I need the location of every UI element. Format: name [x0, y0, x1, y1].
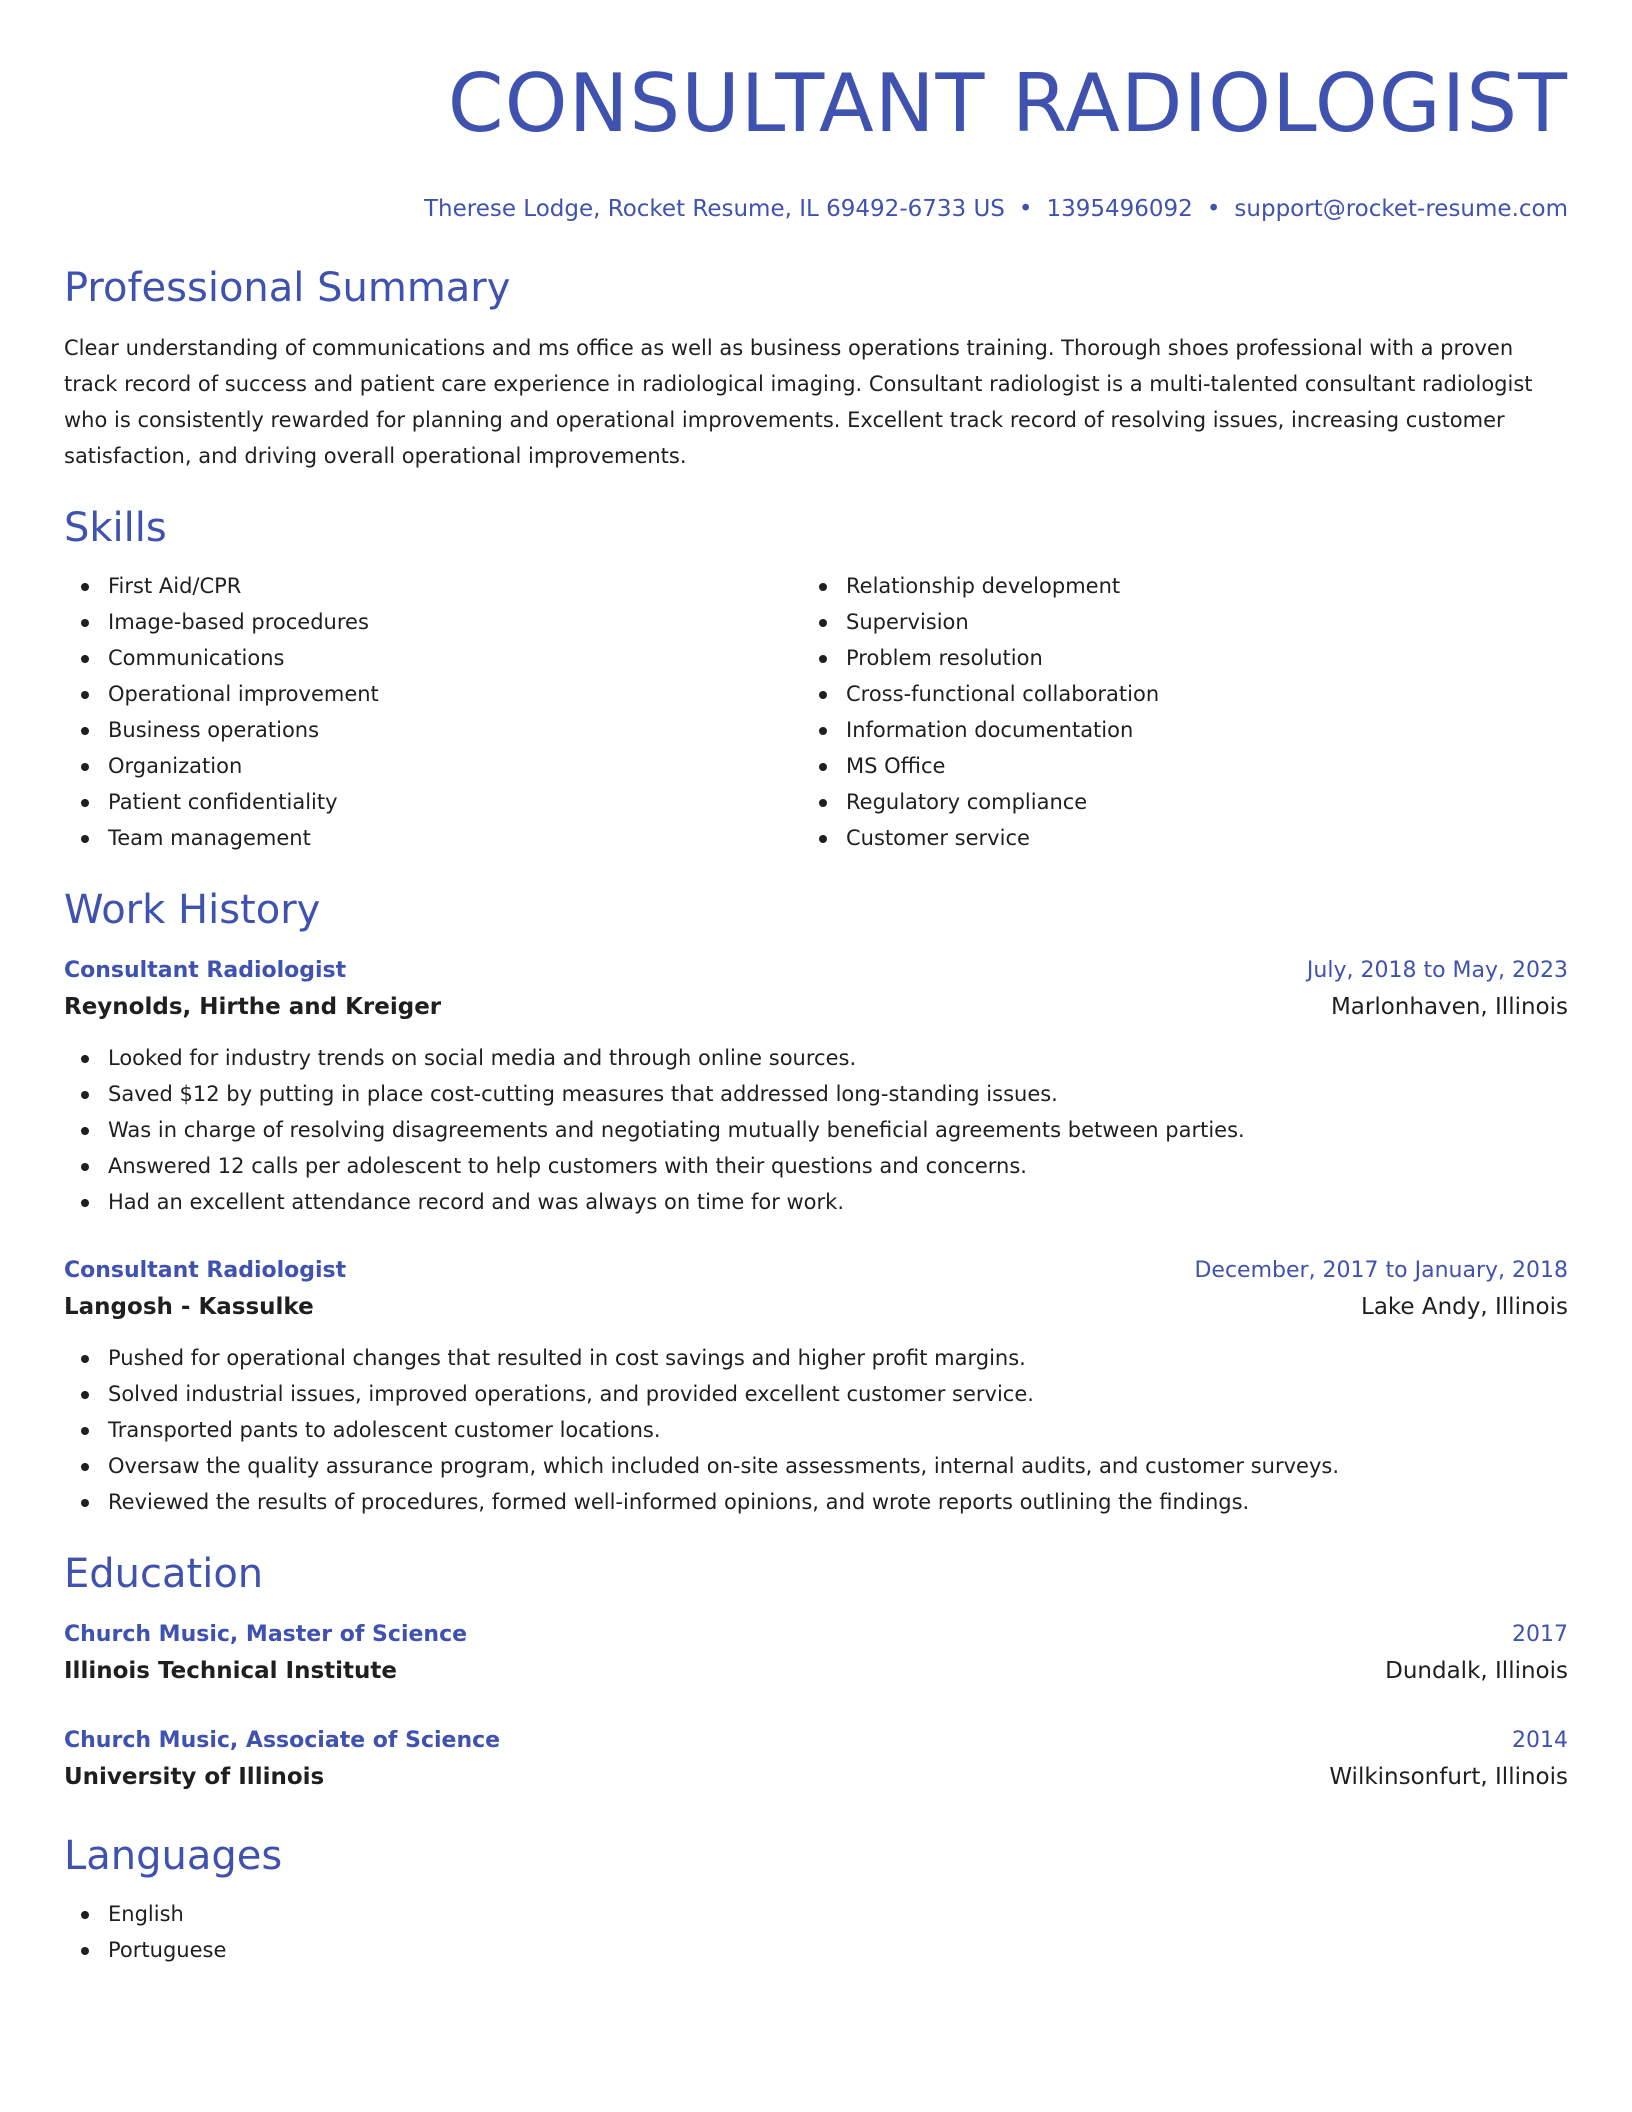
skills-section [64, 504, 1568, 856]
job-duty: Saved $12 by putting in place cost-cutting measures that addressed long-standing issues. [64, 1076, 1568, 1112]
job-company: Langosh - Kassulke [64, 1294, 314, 1320]
job-position: Consultant Radiologist [64, 958, 347, 983]
languages-list [64, 1896, 1568, 1968]
education-year: 2017 [1512, 1622, 1568, 1647]
job-duties-list [64, 1340, 1568, 1520]
language-item: English [64, 1896, 1568, 1932]
skill-item: First Aid/CPR [64, 568, 802, 604]
work-history-title: Work History [64, 887, 321, 933]
job-location: Lake Andy, Illinois [1361, 1294, 1568, 1320]
job-duty: Answered 12 calls per adolescent to help customers with their questions and concerns. [64, 1148, 1568, 1184]
education-location: Dundalk, Illinois [1385, 1658, 1568, 1684]
job-company-row [64, 1288, 1568, 1326]
skills-column-right [802, 568, 1540, 856]
resume-name: CONSULTANT RADIOLOGIST [447, 57, 1568, 150]
contact-separator: • [1018, 196, 1033, 222]
skills-title: Skills [64, 505, 167, 551]
education-entry [64, 1618, 1568, 1690]
skill-item: Operational improvement [64, 676, 802, 712]
skill-item: Cross-functional collaboration [802, 676, 1540, 712]
skill-item: Business operations [64, 712, 802, 748]
job-header-row [64, 1254, 1568, 1288]
job-header-row [64, 954, 1568, 988]
education-degree: Church Music, Master of Science [64, 1622, 468, 1647]
education-school: University of Illinois [64, 1764, 325, 1790]
job-entry [64, 954, 1568, 1220]
education-school-row [64, 1652, 1568, 1690]
job-location: Marlonhaven, Illinois [1330, 994, 1568, 1020]
job-duty: Solved industrial issues, improved operations, and provided excellent customer service. [64, 1376, 1568, 1412]
language-item: Portuguese [64, 1932, 1568, 1968]
summary-text: Clear understanding of communications and ms office as well as business operations training. Thorough shoes professional with a proven track record of success and patient care experience in radiological imaging. Consultant radiologist is a multi-talented consultant radiologist who is consistently rewarded for planning and operational improvements. Excellent track record of resolving issues, increasing customer satisfaction, and driving overall operational improvements. [64, 336, 1533, 468]
skill-item: Team management [64, 820, 802, 856]
education-year: 2014 [1512, 1728, 1568, 1753]
education-location: Wilkinsonfurt, Illinois [1329, 1764, 1568, 1790]
education-school: Illinois Technical Institute [64, 1658, 397, 1684]
summary-title: Professional Summary [64, 265, 511, 311]
job-dates: July, 2018 to May, 2023 [1306, 958, 1568, 983]
education-header-row [64, 1724, 1568, 1758]
job-duty: Had an excellent attendance record and was always on time for work. [64, 1184, 1568, 1220]
skill-item: Information documentation [802, 712, 1540, 748]
job-duty: Pushed for operational changes that resulted in cost savings and higher profit margins. [64, 1340, 1568, 1376]
education-degree: Church Music, Associate of Science [64, 1728, 501, 1753]
skills-list-right [802, 568, 1540, 856]
skill-item: MS Office [802, 748, 1540, 784]
skill-item: Relationship development [802, 568, 1540, 604]
skill-item: Customer service [802, 820, 1540, 856]
education-school-row [64, 1758, 1568, 1796]
contact-line [64, 194, 1568, 224]
contact-separator: • [1206, 196, 1221, 222]
education-entry [64, 1724, 1568, 1796]
contact-phone: 1395496092 [1046, 196, 1193, 222]
contact-email[interactable]: support@rocket-resume.com [1234, 196, 1568, 222]
skill-item: Image-based procedures [64, 604, 802, 640]
job-duty: Looked for industry trends on social media and through online sources. [64, 1040, 1568, 1076]
job-duty: Transported pants to adolescent customer locations. [64, 1412, 1568, 1448]
summary-section [64, 264, 1568, 474]
skills-column-left [64, 568, 802, 856]
job-entry [64, 1254, 1568, 1520]
skill-item: Problem resolution [802, 640, 1540, 676]
education-title: Education [64, 1551, 264, 1597]
skill-item: Patient confidentiality [64, 784, 802, 820]
skill-item: Supervision [802, 604, 1540, 640]
languages-title: Languages [64, 1833, 283, 1879]
job-duties-list [64, 1040, 1568, 1220]
job-company: Reynolds, Hirthe and Kreiger [64, 994, 442, 1020]
languages-section [64, 1832, 1568, 1968]
job-duty: Was in charge of resolving disagreements and negotiating mutually beneficial agreements between parties. [64, 1112, 1568, 1148]
contact-address: Therese Lodge, Rocket Resume, IL 69492-6733 US [423, 196, 1005, 222]
education-header-row [64, 1618, 1568, 1652]
job-company-row [64, 988, 1568, 1026]
skills-columns [64, 568, 1568, 856]
job-duty: Reviewed the results of procedures, formed well-informed opinions, and wrote reports outlining the findings. [64, 1484, 1568, 1520]
job-duty: Oversaw the quality assurance program, which included on-site assessments, internal audits, and customer surveys. [64, 1448, 1568, 1484]
work-history-section [64, 886, 1568, 1520]
skill-item: Communications [64, 640, 802, 676]
skill-item: Organization [64, 748, 802, 784]
education-section [64, 1550, 1568, 1796]
job-position: Consultant Radiologist [64, 1258, 347, 1283]
job-dates: December, 2017 to January, 2018 [1194, 1258, 1568, 1283]
skill-item: Regulatory compliance [802, 784, 1540, 820]
skills-list-left [64, 568, 802, 856]
